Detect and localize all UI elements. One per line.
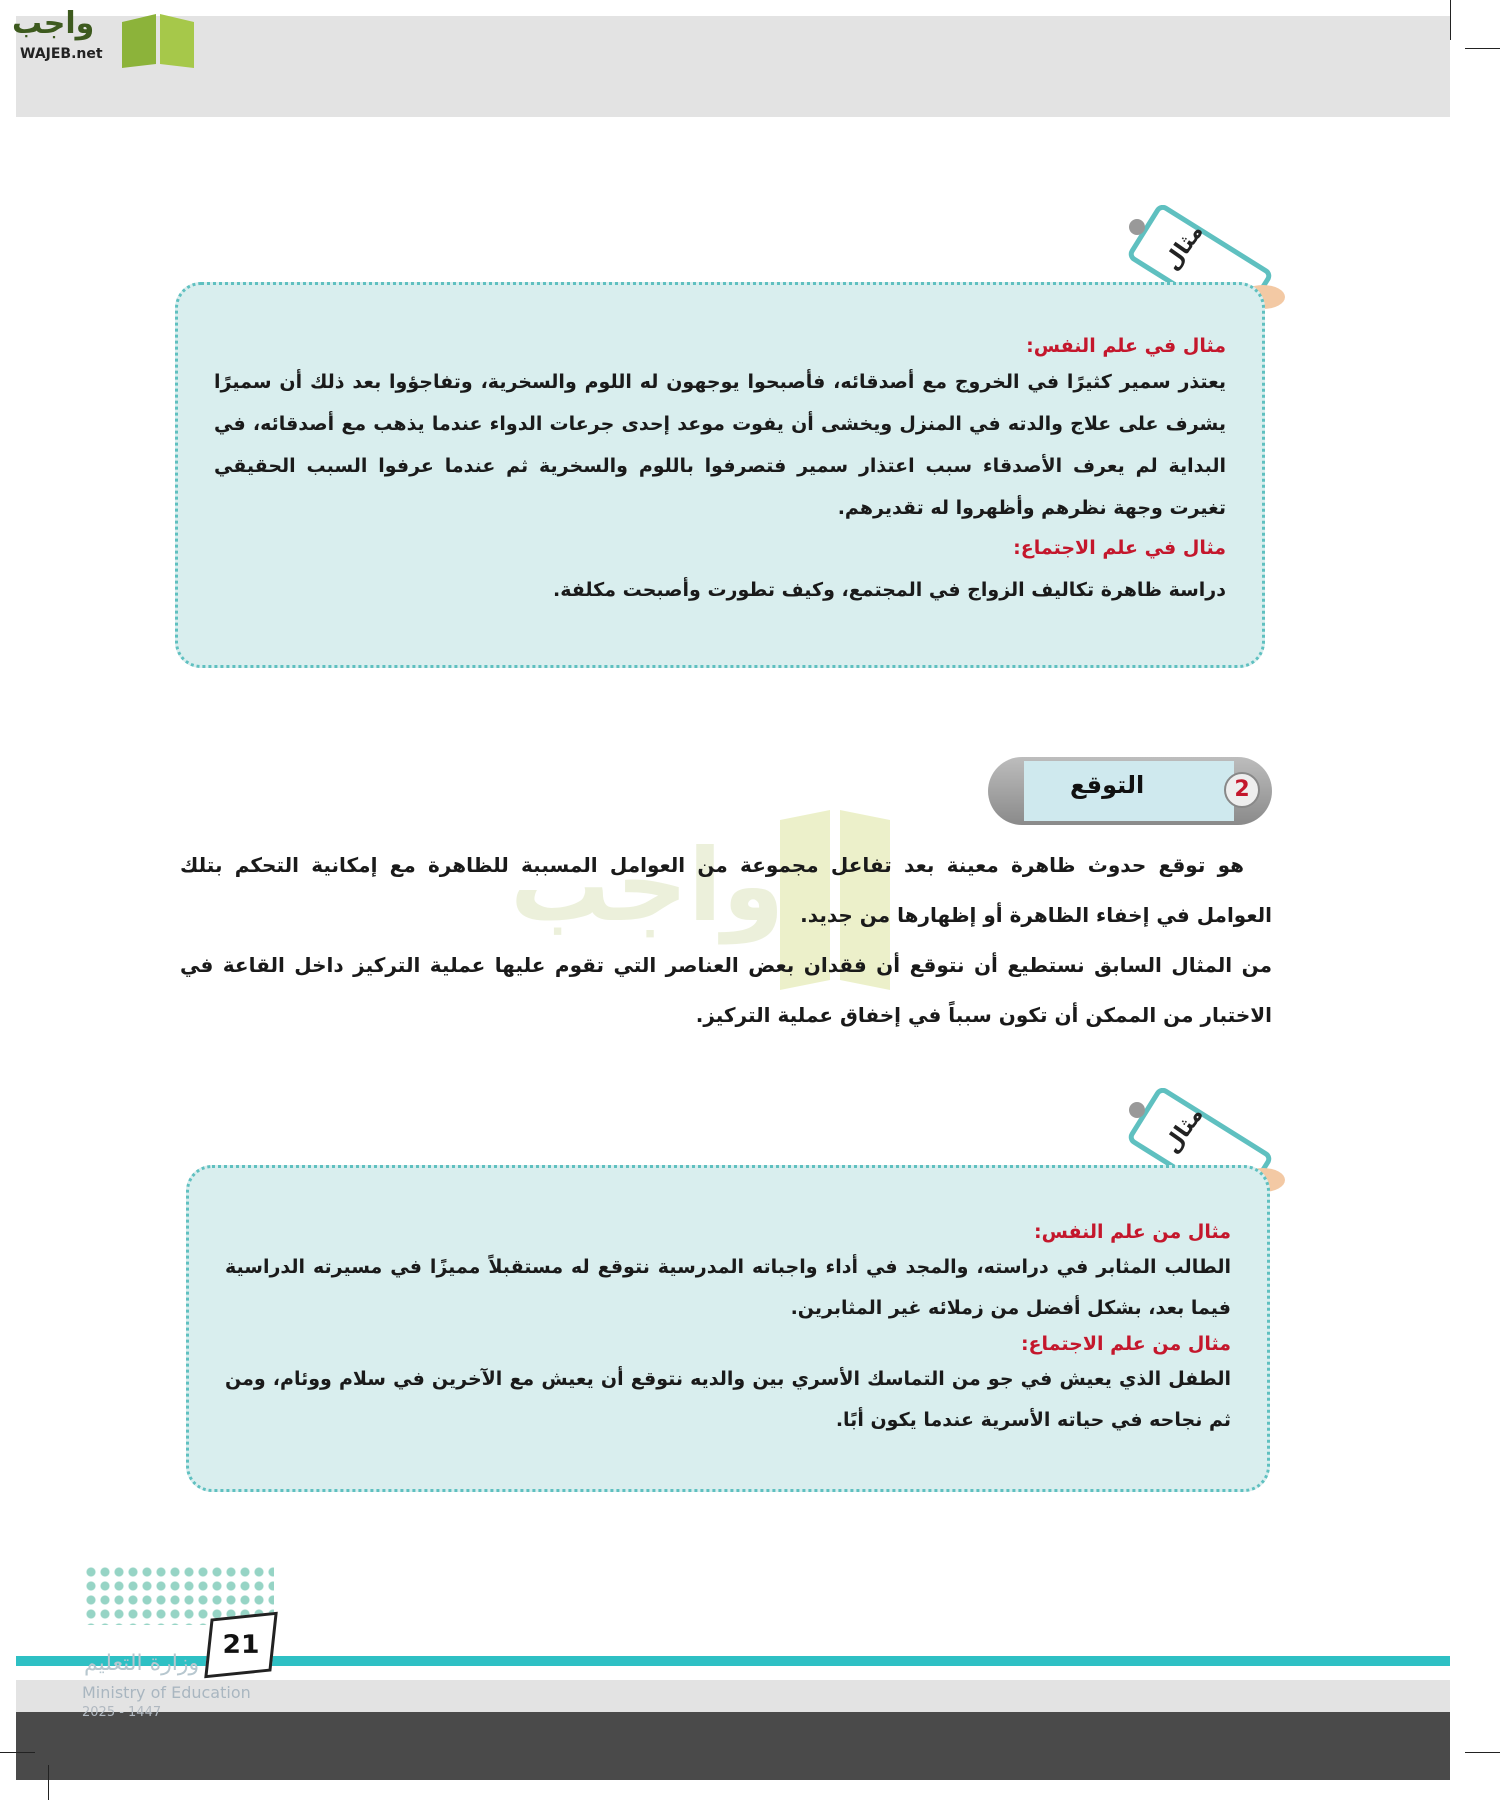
socio-example-text: الطفل الذي يعيش في جو من التماسك الأسري بين والديه نتوقع أن يعيش مع الآخرين في سلام ووئام، ومن ثم نجاحه في حياته الأسرية عندما يكون أبًا. (225, 1368, 1231, 1431)
page-number: 21 (222, 1630, 260, 1660)
crop-mark (0, 1752, 35, 1753)
crop-mark (48, 1765, 49, 1800)
section-header-prediction (988, 757, 1272, 825)
wajeb-logo[interactable] (10, 6, 190, 70)
example-box-observation (175, 282, 1265, 668)
socio-example-text: دراسة ظاهرة تكاليف الزواج في المجتمع، وكيف تطورت وأصبحت مكلفة. (553, 579, 1226, 601)
example-label: مثال (1159, 1102, 1209, 1159)
section-title: التوقع (1070, 771, 1145, 799)
psych-example-text: يعتذر سمير كثيرًا في الخروج مع أصدقائه، فأصبحوا يوجهون له اللوم والسخرية، وتفاجؤوا بعد ذلك أن سميرًا يشرف على علاج والدته في المنزل ويخشى أن يفوت موعد إحدى جرعات الدواء عندما يذهب مع أصدقائه، في البداية لم يعرف الأصدقاء سبب اعتذار سمير فتصرفوا باللوم والسخرية ثم عندما عرفوا السبب الحقيقي تغيرت وجهة نظرهم وأظهروا له تقديرهم. (214, 371, 1226, 519)
book-icon (118, 10, 198, 68)
prediction-body (180, 840, 1272, 1040)
application-paragraph: من المثال السابق نستطيع أن نتوقع أن فقدان بعض العناصر التي تقوم عليها عملية التركيز داخل القاعة في الاختبار من الممكن أن تكون سبباً في إخفاق عملية التركيز. (180, 953, 1272, 1027)
psych-example-heading: مثال من علم النفس: (1033, 1221, 1231, 1243)
socio-example-heading: مثال من علم الاجتماع: (1020, 1333, 1231, 1355)
ministry-year: 2025 - 1447 (82, 1705, 162, 1720)
logo-english: WAJEB.net (20, 46, 103, 62)
definition-paragraph: هو توقع حدوث ظاهرة معينة بعد تفاعل مجموعة من العوامل المسببة للظاهرة مع إمكانية التحكم بتلك العوامل في إخفاء الظاهرة أو إظهارها من جديد. (180, 853, 1272, 927)
page-number-badge (204, 1612, 278, 1679)
example-box-prediction (186, 1165, 1270, 1492)
psych-example-text: الطالب المثابر في دراسته، والمجد في أداء واجباته المدرسية نتوقع له مستقبلاً مميزًا في مسيرته الدراسية فيما بعد، بشكل أفضل من زملائه غير المثابرين. (225, 1256, 1231, 1319)
svg-text:واجب: واجب (510, 827, 785, 944)
example-label: مثال (1159, 219, 1209, 276)
ministry-arabic: وزارة التعليم (84, 1651, 200, 1676)
crop-mark (1450, 0, 1451, 40)
top-banner (16, 16, 1450, 117)
socio-example-heading: مثال في علم الاجتماع: (1013, 537, 1226, 559)
psych-example-heading: مثال في علم النفس: (1026, 335, 1226, 357)
crop-mark (1465, 48, 1500, 49)
section-number: 2 (1224, 772, 1260, 808)
logo-arabic: واجب (12, 6, 95, 41)
ministry-english: Ministry of Education (82, 1683, 251, 1702)
crop-mark (1465, 1752, 1500, 1753)
